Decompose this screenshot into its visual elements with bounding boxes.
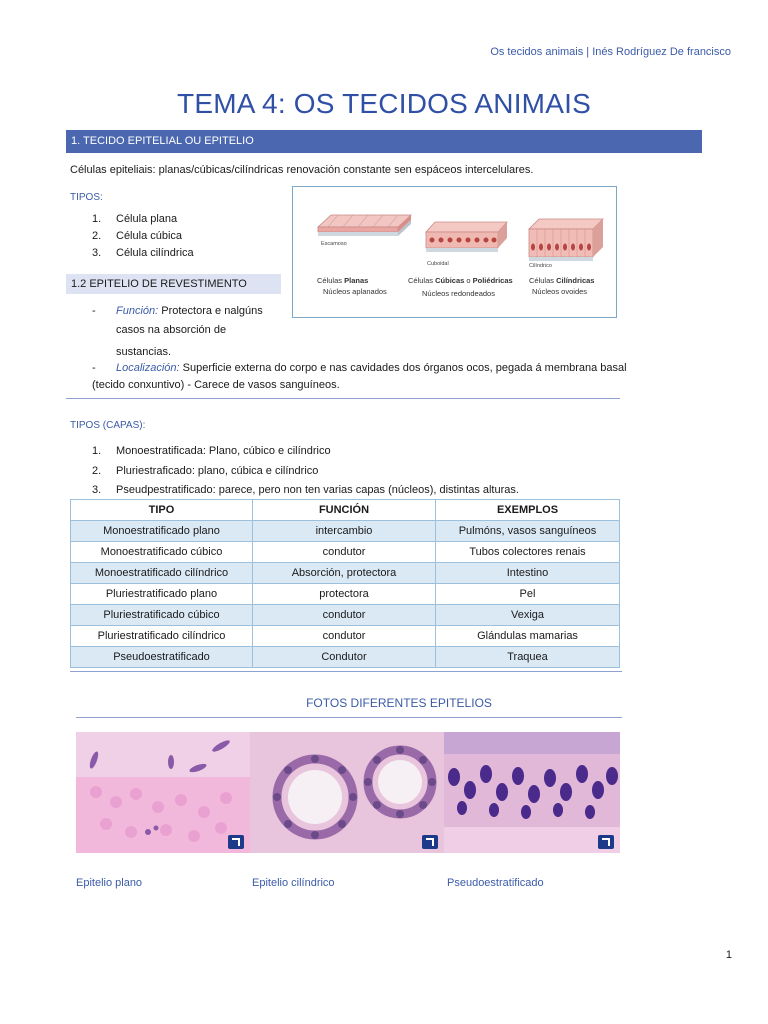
cuboidal-cells-drawing <box>426 222 507 252</box>
epithelium-table <box>70 499 620 668</box>
capas-list <box>92 442 652 501</box>
caption-cilindricas: Células Cilíndricas <box>529 276 595 285</box>
list-item: 3. Célula cilíndrica <box>92 247 194 259</box>
photo-epitelio-plano[interactable] <box>76 732 250 853</box>
divider <box>76 717 622 718</box>
table-row: Pluriestratificado cúbico condutor Vexiga <box>71 605 620 626</box>
label-cuboidal: Cuboidal <box>427 261 449 267</box>
tipos-list <box>92 211 194 262</box>
table-row: Pseudoestratificado Condutor Traquea <box>71 647 620 668</box>
tipos-heading: TIPOS: <box>70 192 103 203</box>
table-row: Monoestratificado cúbico condutor Tubos colectores renais <box>71 542 620 563</box>
caption-cubicas: Células Cúbicas o Poliédricas <box>408 276 513 285</box>
label-cilindrico: Cilíndrico <box>529 263 552 269</box>
caption-cilindricas-sub: Núcleos ovoides <box>532 287 588 296</box>
expand-icon[interactable] <box>422 835 438 849</box>
table-row: Monoestratificado cilíndrico Absorción, protectora Intestino <box>71 563 620 584</box>
label-escamoso: Escamoso <box>321 241 347 247</box>
section-heading-epitelio: 1. TECIDO EPITELIAL OU EPITELIO <box>66 130 702 153</box>
section-heading-revestimento: 1.2 EPITELIO DE REVESTIMENTO <box>66 274 281 294</box>
column-header: EXEMPLOS <box>436 500 620 521</box>
page-title: TEMA 4: OS TECIDOS ANIMAIS <box>177 88 591 119</box>
list-item: 1. Monoestratificada: Plano, cúbico e cilíndrico <box>92 445 331 457</box>
table-header-row <box>71 500 620 521</box>
capas-heading: TIPOS (CAPAS): <box>70 420 146 431</box>
divider <box>66 398 620 399</box>
expand-icon[interactable] <box>598 835 614 849</box>
photo-pseudoestratificado[interactable] <box>444 732 620 853</box>
divider <box>70 671 622 672</box>
caption-planas-sub: Núcleos aplanados <box>323 287 387 296</box>
funcion-bullet: - Función: Protectora e nalgúns casos na absorción de sustancias. <box>92 305 263 358</box>
list-item: 3. Pseudpestratificado: parece, pero non ten varias capas (núcleos), distintas alturas. <box>92 484 519 496</box>
photo-epitelio-cilindrico[interactable] <box>250 732 444 853</box>
list-item: 1. Célula plana <box>92 213 178 225</box>
table-row: Monoestratificado plano intercambio Pulmóns, vasos sanguíneos <box>71 521 620 542</box>
page-number: 1 <box>725 949 732 961</box>
table-row: Pluriestratificado cilíndrico condutor Glándulas mamarias <box>71 626 620 647</box>
epithelium-types-figure <box>292 186 617 318</box>
running-header: Os tecidos animais | Inés Rodríguez De francisco <box>490 46 731 58</box>
localizacion-cont: (tecido conxuntivo) - Carece de vasos sanguíneos. <box>92 379 340 391</box>
caption-pseudoestratificado: Pseudoestratificado <box>447 877 544 889</box>
caption-planas: Células Planas <box>317 276 369 285</box>
squamous-cells-drawing <box>318 215 411 236</box>
column-header: TIPO <box>71 500 253 521</box>
list-item: 2. Pluriestraficado: plano, cúbica e cilíndrico <box>92 464 319 477</box>
localizacion-bullet: - Localización: Superficie externa do corpo e nas cavidades dos órganos ocos, pegada á membrana basal <box>92 362 627 374</box>
caption-epitelio-plano: Epitelio plano <box>76 877 143 889</box>
expand-icon[interactable] <box>228 835 244 849</box>
photos-heading: FOTOS DIFERENTES EPITELIOS <box>306 696 492 710</box>
list-item: 2. Célula cúbica <box>92 230 183 242</box>
caption-epitelio-cilindrico: Epitelio cilíndrico <box>252 877 335 889</box>
column-header: FUNCIÓN <box>253 500 436 521</box>
caption-cubicas-sub: Núcleos redondeados <box>422 289 495 298</box>
intro-text: Células epiteliais: planas/cúbicas/cilíndricas renovación constante sen espáceos intercelulares. <box>70 164 534 176</box>
table-row: Pluriestratificado plano protectora Pel <box>71 584 620 605</box>
columnar-cells-drawing <box>529 219 603 261</box>
cell-types-illustration <box>293 187 616 317</box>
